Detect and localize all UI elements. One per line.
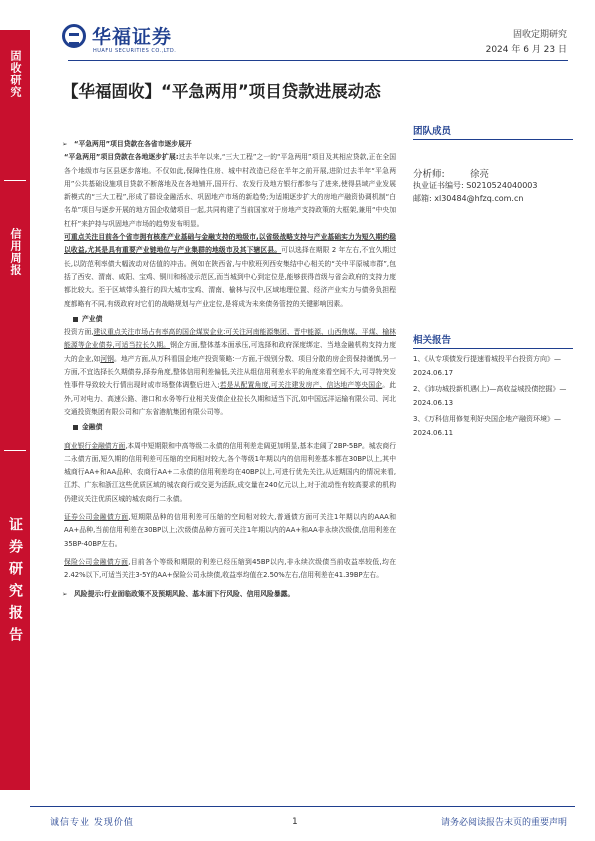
related-heading: 相关报告 [413, 335, 452, 346]
paragraph-underline: 建议重点关注市场占有率高的国企煤炭企业: [93, 328, 226, 337]
team-heading: 团队成员 [413, 126, 452, 137]
analyst-label: 分析师: [413, 169, 445, 180]
footer-divider [30, 806, 575, 807]
section-heading: 金融债 [64, 421, 396, 434]
footer-slogan: 诚信专业 发现价值 [50, 818, 134, 828]
section-heading: ➢ “平急两用”项目贷款在各省市逐步展开 [64, 138, 396, 151]
header-divider [68, 60, 568, 61]
sidebar-label-weekly: 信用周报 [9, 228, 22, 276]
sidebar [0, 30, 30, 790]
related-report-list [413, 352, 578, 442]
paragraph-text: 。此外,可对电力、高速公路、港口和水务等行业相关发债企业拉长久期和适当下沉,如中国远洋运输有限公司、河北交通投资集团有限公司和广东省港航集团有限公司等。 [64, 381, 396, 416]
analyst-email[interactable]: 邮箱: xl30484@hfzq.com.cn [413, 194, 524, 203]
paragraph-underline: 可关注河南能源集团、晋中能源、山西焦煤、平煤、榆林能源等企业债券,可适当拉长久期。 [64, 328, 396, 350]
sidebar-label-research: 固收研究 [9, 50, 22, 98]
page-number: 1 [292, 817, 298, 827]
logo-text-en: HUAFU SECURITIES CO.,LTD. [93, 48, 177, 54]
related-report-link[interactable]: 3、《万科信用修复利好央国企地产融资环境》—2024.06.11 [413, 415, 561, 437]
paragraph [64, 326, 396, 419]
license-number: 执业证书编号: S0210524040003 [413, 181, 538, 190]
team-divider [413, 139, 573, 140]
logo-text-cn: 华福证券 [92, 26, 173, 48]
paragraph-underline: 河钢 [100, 354, 114, 363]
paragraph-text: ,目前各个等级和期限的利差已经压缩到45BP以内,非永续次级债当前收益率较低,均在2.42%以下,可适当关注3-5Y的AA+保险公司永续债,收益率均值在2.50%左右,信用利差在41.39BP左右。 [64, 557, 396, 580]
paragraph-text: ,短期限品种的信用利差可压缩的空间相对较大,普通债方面可关注1年期以内的AAA和AA+品种,当前信用利差在30BP以上;次级债品种方面可关注1年期以内的AA+和AA非永续次级债,信用利差在35BP-40BP左右。 [64, 513, 396, 548]
related-divider [413, 348, 573, 349]
section-heading: 产业债 [64, 313, 396, 326]
paragraph-emphasis: 可重点关注目前各个省市拥有核准产业基础与金融支持的地级市,以省级战略支持与产业基础实力为短久期约稳以收益,尤其是具有重要产业链地位与产业集群的地级市及其下辖区县。 [64, 233, 396, 255]
paragraph-text: ,本周中短期限和中高等级二永债的信用利差走阔更加明显,基本走阔了2BP-5BP。城农商行二永债方面,短久期的信用利差可压缩的空间相对较大,各个等级1年期以内的信用利差基本都在30BP以上,其中城商行AA+和AA品种、农商行AA+二永债的信用利差均在40BP以上,可进行优先关注,从近期国内的情况来看,江苏、广东和浙江这些优质区域的城农商行或交更为活跃,成交量在240亿元以上,对于流动性有较高要求的机构仍建议关注优质区城的城农商行二永债。 [64, 441, 397, 503]
paragraph [64, 231, 396, 311]
analyst-name: 徐亮 [470, 169, 490, 180]
report-body [64, 138, 396, 601]
sidebar-divider [4, 450, 26, 451]
paragraph [64, 440, 396, 506]
report-date: 2024 年 6 月 23 日 [485, 45, 567, 55]
paragraph-text: 投资方面, [64, 328, 94, 337]
paragraph-underline: 若是从配置角度,可关注建发房产、信达地产等央国企 [219, 381, 383, 390]
paragraph-underline: 商业银行金融债方面 [64, 441, 126, 450]
footer-disclaimer: 请务必阅读报告末页的重要声明 [440, 818, 567, 828]
paragraph-text: 可以选择在期限 2 年左右,不宜久期过长,以防范利率债大幅波动对估值的冲击。例如在陕西省,与中欧班列西安集结中心相关的“关中平原城市群”,包括了西安、渭南、咸阳、宝鸡、铜川和杨凌示范区,而当城到中心到定位是,能够获得首级与省会政府的支持力度都比较大。至于区域带头推行的四大城市宝鸡、渭南、榆林与汉中,区域地理位置、经济产业实力与债务负担程度都略有不同,有级政府对它们的战略规划与产业定位,是将成为未来债务管控的关键影响因素。 [64, 246, 396, 308]
company-logo [62, 22, 212, 56]
report-title: 【华福固收】“平急两用”项目贷款进展动态 [62, 82, 381, 101]
sidebar-divider [4, 180, 26, 181]
paragraph-lead: “平急两用”项目贷款在各地逐步扩展: [64, 153, 179, 162]
paragraph-underline: 证券公司金融债方面 [64, 513, 129, 522]
logo-emblem-icon [62, 24, 86, 48]
paragraph-text: 过去半年以来,“三大工程”之一的“平急两用”项目及其相应贷款,正在全国各个地级市与区县逐步落地。不仅如此,保障性住房、城中村改造已经在半年之前开展,进阶过去半年“平急两用”公共基础设施项目贷款不断落地及在各地铺开,国开行、农发行及地方银行都参与了进来,使得县域产业发展新模式的“三大工程”,形成了群设金融活水、巩固地产市场的新趋势;为适期逐步扩大的房地产融资协调机制“白名单”项目与逐步开展的地方国企收储项目一起,共同构建了当前国家对于房地产支持政策的大框架,兼用“中央加杠杆”来护持与巩固地产市场的趋势发布明显。 [64, 153, 397, 228]
risk-warning: ➢ 风险提示:行业面临政策不及预期风险、基本面下行风险、信用风险暴露。 [64, 588, 396, 601]
paragraph [64, 511, 396, 551]
paragraph [64, 151, 396, 231]
paragraph-text: 钢企方面,整体基本面承压,可选择和政府深度绑定、当地金融机构支持力度大的企业,如 [64, 341, 396, 363]
report-type: 固收定期研究 [512, 30, 567, 40]
paragraph [64, 556, 396, 583]
paragraph-underline: 保险公司金融债方面 [64, 557, 129, 566]
related-report-link[interactable]: 2、《沛功城投新机遇(上)—高收益城投债挖掘》—2024.06.13 [413, 385, 567, 407]
paragraph-text: 。地产方面,从万科看国企地产投资策略:一方面,于级别分数、项目分散的房企资保持谨慎,另一方面,不宜选择长久期债券,择券角度,整体信用利差偏低,关注从组信用利差水平的角度来看空间不大,可寻特突发性事件导致较大行情出现时或市场整体调整后进入; [64, 354, 396, 390]
sidebar-label-report: 证券研究报告 [7, 517, 23, 649]
related-report-link[interactable]: 1、《从专项债发行提速看城投平台投资方向》—2024.06.17 [413, 355, 561, 377]
